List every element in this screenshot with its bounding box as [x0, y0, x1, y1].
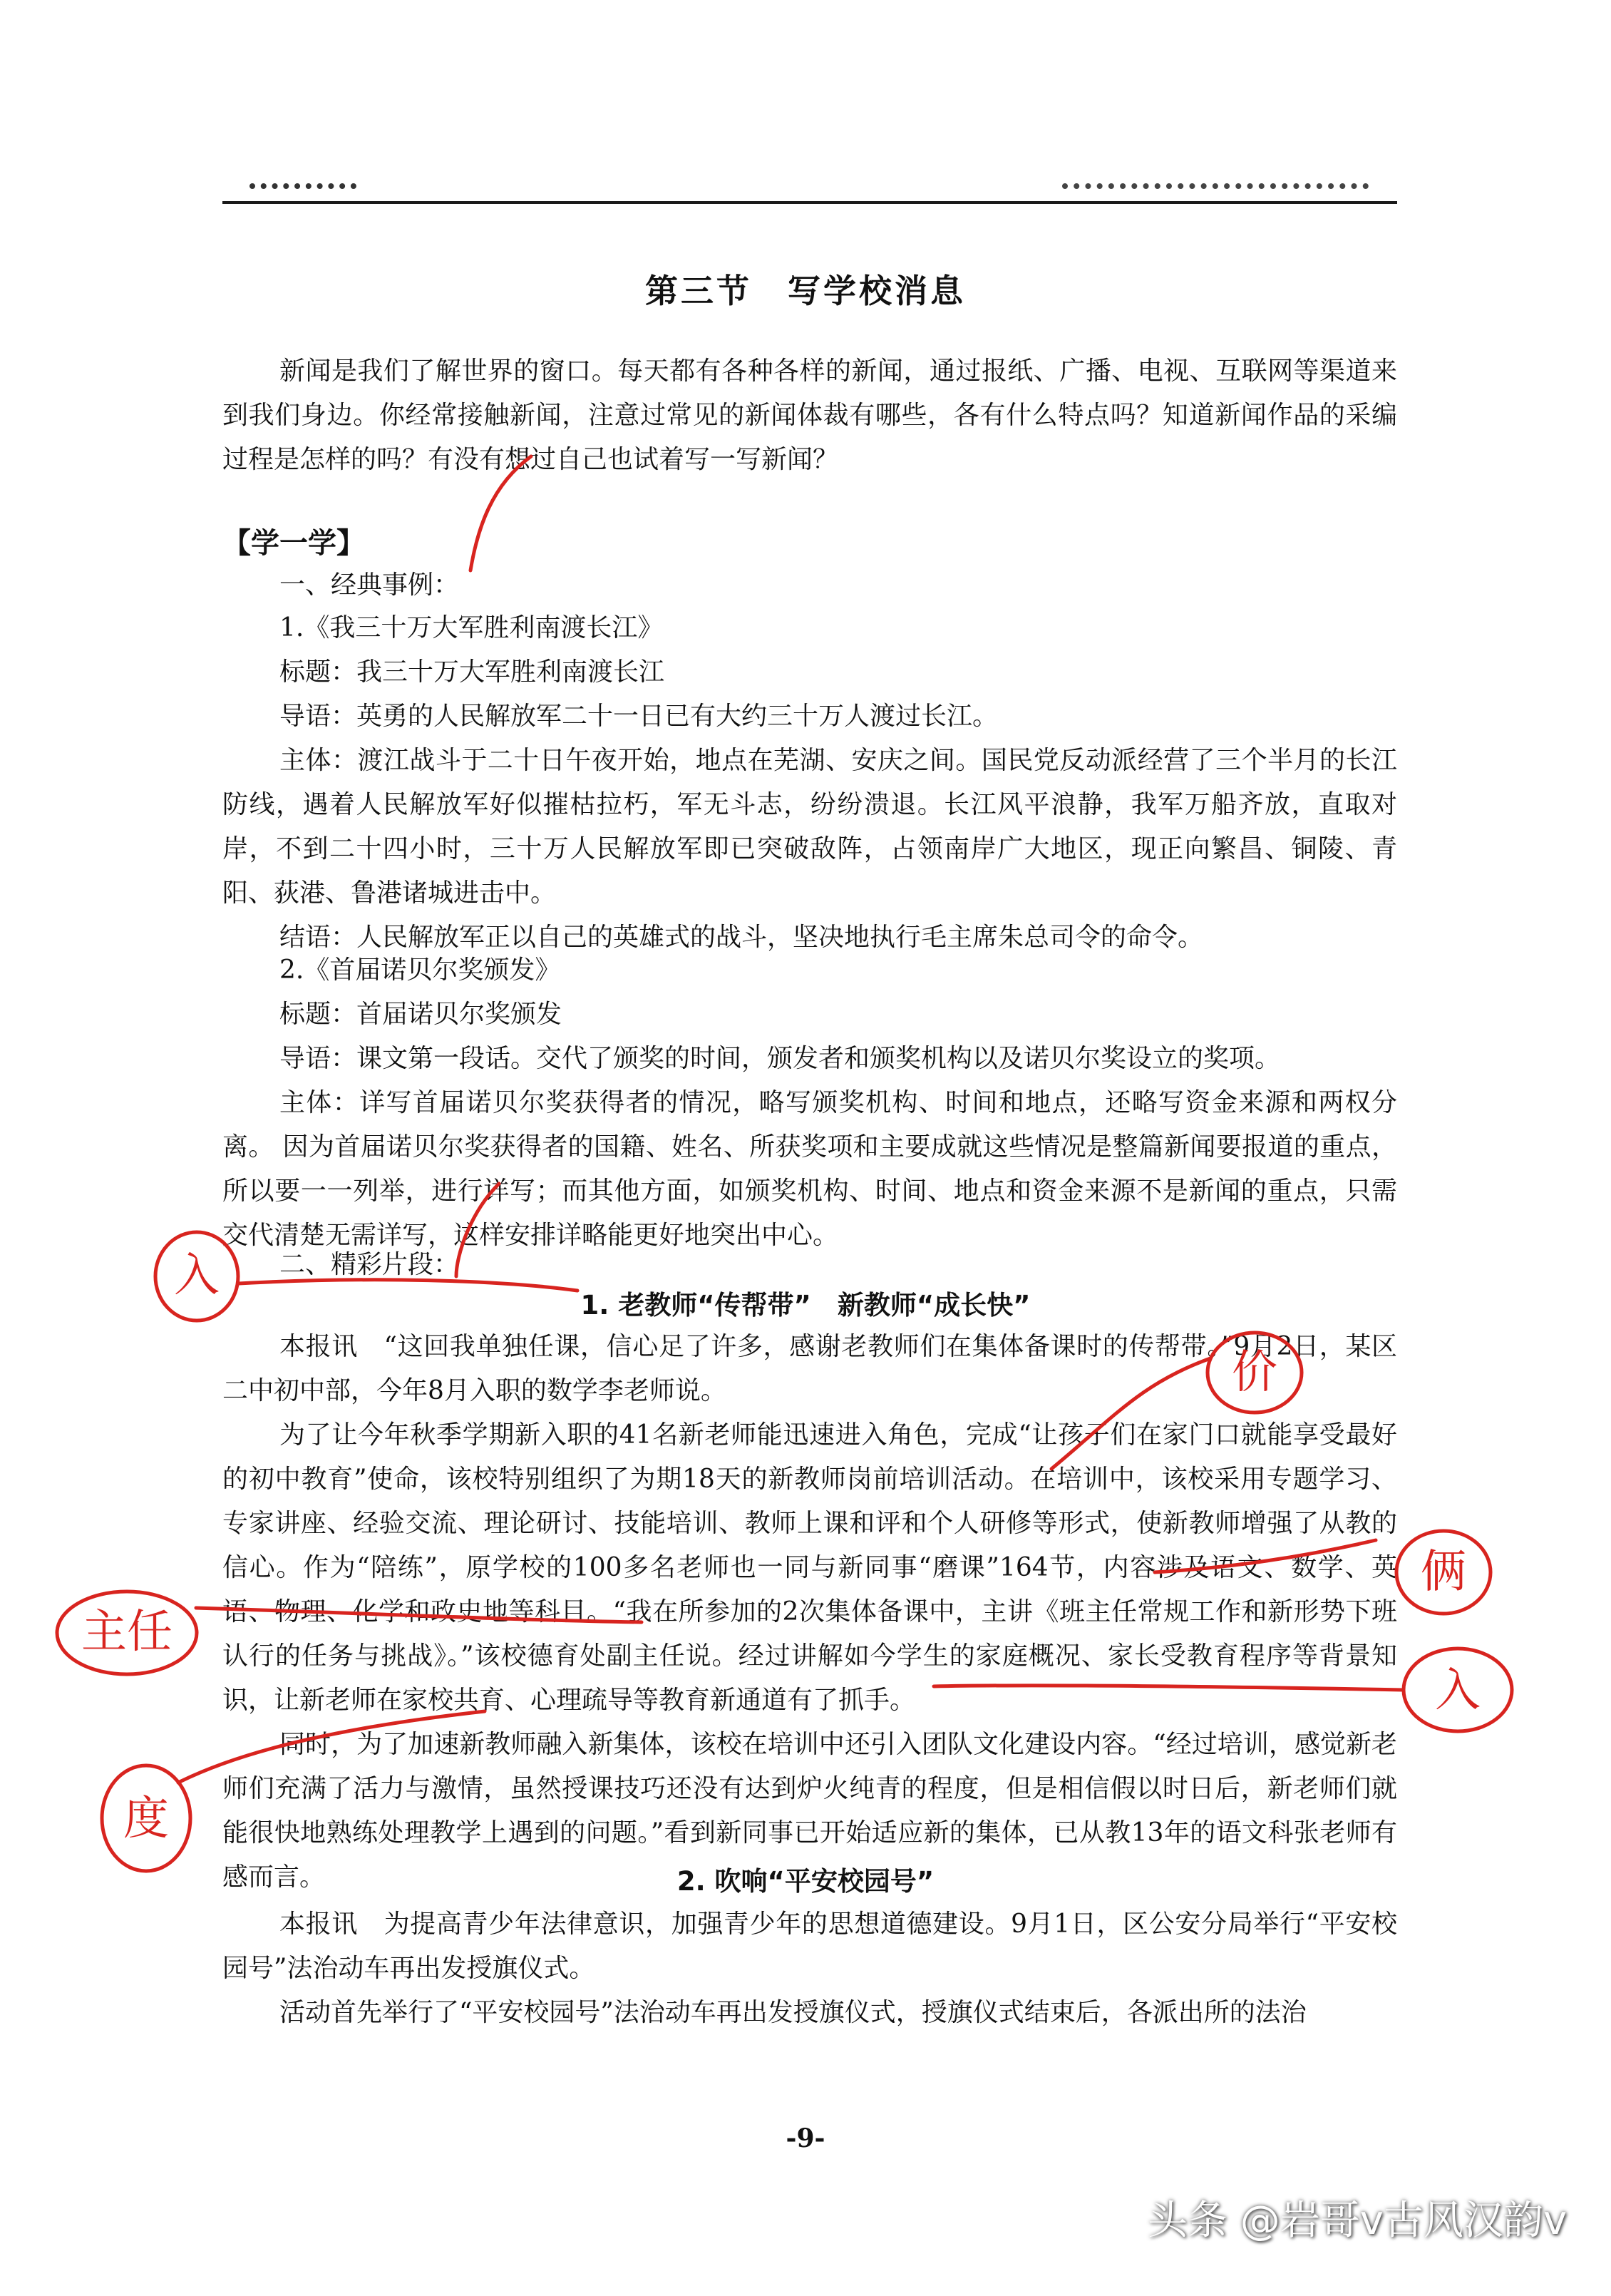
highlights-heading: 二、精彩片段： [279, 1250, 460, 1279]
section-title: 第三节 写学校消息 [645, 272, 966, 310]
annotation-text: 俩 [1421, 1546, 1466, 1599]
example-2-body: 主体：详写首届诺贝尔奖获得者的情况，略写颁奖机构、时间和地点，还略写资金来源和两权分离。 因为首届诺贝尔奖获得者的国籍、姓名、所获奖项和主要成就这些情况是整篇新闻要报道的重点，所以要一一列举，进行详写；而其他方面，如颁奖机构、时间、地点和资金来源不是新闻的重点，只需交代清楚无需详写，这样安排详略能更好地突出中心。 [222, 1088, 1397, 1250]
annotation-circle [1404, 1649, 1512, 1731]
example-2-headline: 标题：首届诺贝尔奖颁发 [279, 1000, 562, 1029]
example-2-block [222, 948, 1397, 1258]
article-2-paragraph: 活动首先举行了“平安校园号”法治动车再出发授旗仪式，授旗仪式结束后，各派出所的法治 [279, 1998, 1307, 2027]
example-1-body: 主体：渡江战斗于二十日午夜开始，地点在芜湖、安庆之间。国民党反动派经营了三个半月的长江防线，遇着人民解放军好似摧枯拉朽，军无斗志，纷纷溃退。长江风平浪静，我军万船齐放，直取对岸，不到二十四小时，三十万人民解放军即已突破敌阵，占领南岸广大地区，现正向繁昌、铜陵、青阳、荻港、鲁港诸城进击中。 [222, 746, 1397, 908]
intro-block [222, 349, 1397, 482]
article-2-title: 2. 吹响“平安校园号” [676, 1866, 935, 1897]
annotation-text: 价 [1232, 1346, 1277, 1399]
article-1-paragraph: 同时，为了加速新教师融入新集体，该校在培训中还引入团队文化建设内容。“经过培训，感觉新老师们充满了活力与激情，虽然授课技巧还没有达到炉火纯青的程度，但是相信假以时日后，新老师们就能很快地熟练处理教学上遇到的问题。”看到新同事已开始适应新的集体，已从教13年的语文科张老师有感而言。 [222, 1730, 1397, 1892]
header-left-mark [249, 175, 356, 189]
header-right-mark [1062, 175, 1369, 189]
header-rule [222, 201, 1397, 204]
annotation-text: 主任 [81, 1606, 173, 1659]
watermark: 头条 @岩哥v古风汉韵v [1148, 2198, 1568, 2244]
article-2-body [222, 1902, 1397, 2035]
intro-paragraph: 新闻是我们了解世界的窗口。每天都有各种各样的新闻，通过报纸、广播、电视、互联网等渠道来到我们身边。你经常接触新闻，注意过常见的新闻体裁有哪些，各有什么特点吗？知道新闻作品的采编过程是怎样的吗？有没有想过自己也试着写一写新闻？ [222, 357, 1397, 474]
annotation-text: 入 [1435, 1664, 1481, 1717]
article-1-paragraph: 本报讯 “这回我单独任课，信心足了许多，感谢老教师们在集体备课时的传帮带。”9月2日，某区二中初中部，今年8月入职的数学李老师说。 [222, 1332, 1397, 1405]
annotation-circle [102, 1765, 190, 1871]
article-1-title: 1. 老教师“传帮带” 新教师“成长快” [580, 1290, 1031, 1321]
example-1-headline: 标题：我三十万大军胜利南渡长江 [279, 657, 665, 687]
page-number: -9- [786, 2123, 825, 2153]
annotation-circle [1396, 1531, 1491, 1614]
annotation-text: 度 [123, 1793, 169, 1845]
example-2-title: 2.《首届诺贝尔奖颁发》 [279, 955, 561, 985]
example-1-lead: 导语：英勇的人民解放军二十一日已有大约三十万人渡过长江。 [279, 702, 999, 731]
example-1-ending: 结语：人民解放军正以自己的英雄式的战斗，坚决地执行毛主席朱总司令的命令。 [279, 923, 1204, 952]
example-2-lead: 导语：课文第一段话。交代了颁奖的时间，颁发者和颁奖机构以及诺贝尔奖设立的奖项。 [279, 1044, 1281, 1073]
article-1-paragraph: 为了让今年秋季学期新入职的41名新老师能迅速进入角色，完成“让孩子们在家门口就能享受最好的初中教育”使命，该校特别组织了为期18天的新教师岗前培训活动。在培训中，该校采用专题学习、专家讲座、经验交流、理论研讨、技能培训、教师上课和评和个人研修等形式，使新教师增强了从教的信心。作为“陪练”，原学校的100多名老师也一同与新同事“磨课”164节，内容涉及语文、数学、英语、物理、化学和政史地等科目。“我在所参加的2次集体备课中，主讲《班主任常规工作和新形势下班认行的任务与挑战》。”该校德育处副主任说。经过讲解如今学生的家庭概况、家长受教育程序等背景知识，让新老师在家校共育、心理疏导等教育新通道有了抓手。 [222, 1420, 1397, 1715]
annotation-text: 入 [174, 1249, 220, 1302]
example-1-block [222, 606, 1397, 960]
learn-heading: 【学一学】 [222, 526, 365, 560]
annotation-circle [57, 1592, 197, 1674]
article-1-body [222, 1325, 1397, 1900]
classic-examples-heading: 一、经典事例： [279, 570, 460, 600]
article-2-paragraph: 本报讯 为提高青少年法律意识，加强青少年的思想道德建设。9月1日，区公安分局举行“平安校园号”法治动车再出发授旗仪式。 [222, 1910, 1397, 1983]
example-1-title: 1.《我三十万大军胜利南渡长江》 [279, 613, 664, 642]
